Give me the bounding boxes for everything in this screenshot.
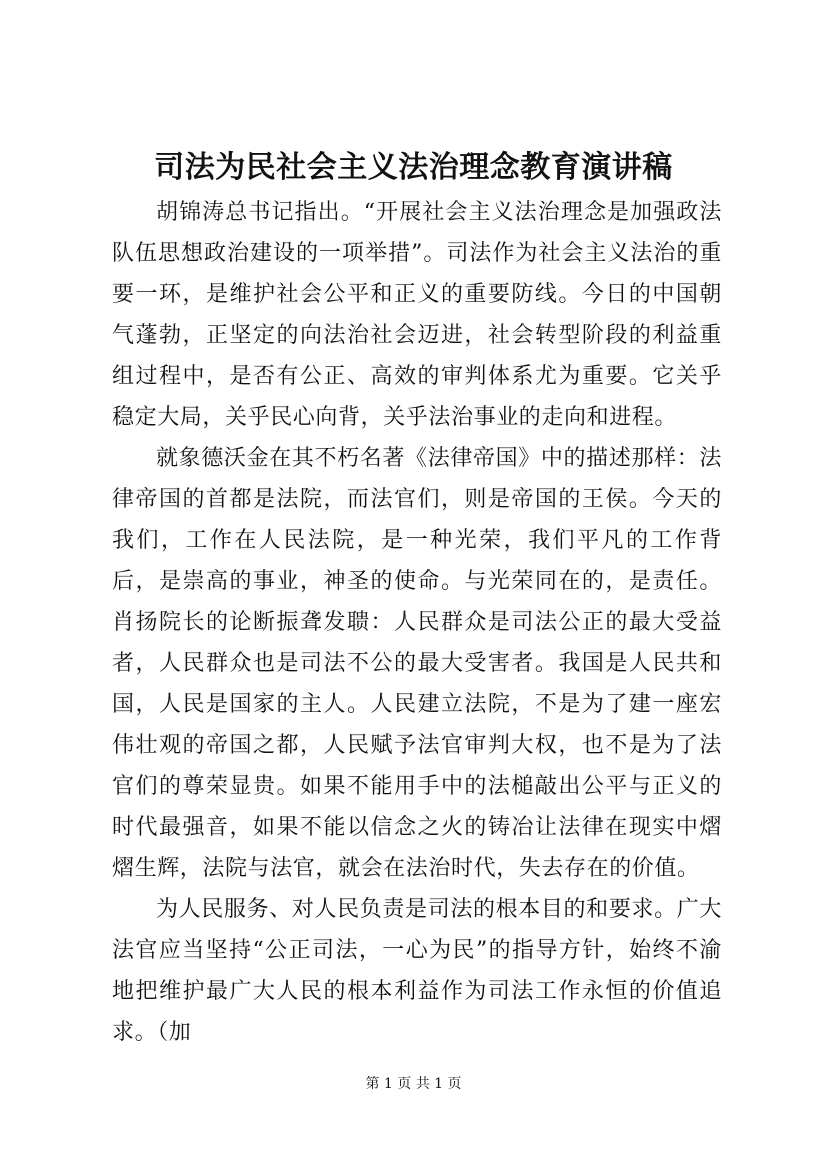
paragraph-1: 胡锦涛总书记指出。“开展社会主义法治理念是加强政法队伍思想政治建设的一项举措”。司法作为社会主义法治的重要一环，是维护社会公平和正义的重要防线。今日的中国朝气蓬勃，正坚定的向法治社会迈进，社会转型阶段的利益重组过程中，是否有公正、高效的审判体系尤为重要。它关乎稳定大局，关乎民心向背，关乎法治事业的走向和进程。 — [112, 200, 722, 430]
document-title: 司法为民社会主义法治理念教育演讲稿 — [154, 150, 673, 185]
page-footer: 第 1 页 共 1 页 — [365, 1076, 462, 1092]
paragraph-3: 为人民服务、对人民负责是司法的根本目的和要求。广大法官应当坚持“公正司法，一心为民”的指导方针，始终不渝地把维护最广大人民的根本利益作为司法工作永恒的价值追求。（加 — [112, 897, 722, 1045]
paragraph-2: 就象德沃金在其不朽名著《法律帝国》中的描述那样：法律帝国的首都是法院，而法官们，则是帝国的王侯。今天的我们，工作在人民法院，是一种光荣，我们平凡的工作背后，是崇高的事业，神圣的使命。与光荣同在的，是责任。肖扬院长的论断振聋发聩：人民群众是司法公正的最大受益者，人民群众也是司法不公的最大受害者。我国是人民共和国，人民是国家的主人。人民建立法院，不是为了建一座宏伟壮观的帝国之都，人民赋予法官审判大权，也不是为了法官们的尊荣显贵。如果不能用手中的法槌敲出公平与正义的时代最强音，如果不能以信念之火的铸冶让法律在现实中熠熠生辉，法院与法官，就会在法治时代，失去存在的价值。 — [112, 446, 722, 881]
document-body — [112, 192, 722, 1053]
